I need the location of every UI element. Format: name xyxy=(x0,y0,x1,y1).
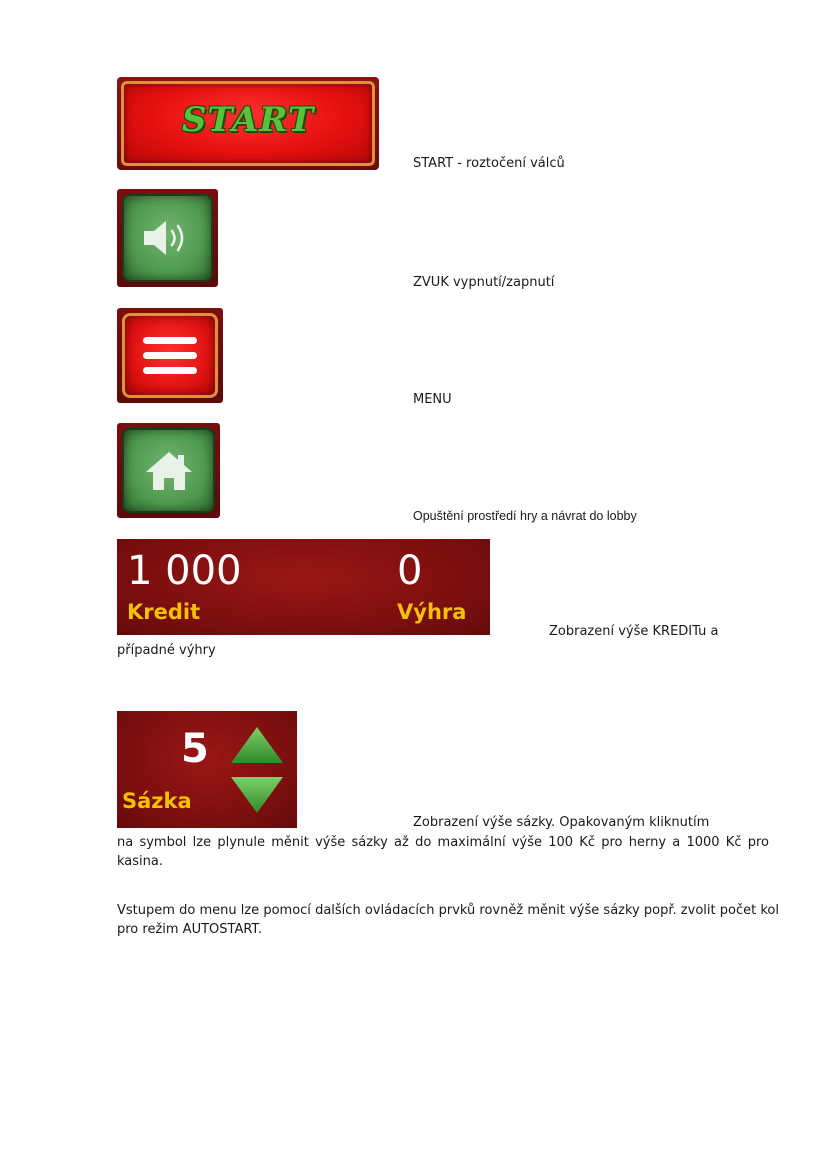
menu-button[interactable] xyxy=(117,308,223,403)
menu-info-paragraph: Vstupem do menu lze pomocí dalších ovládacích prvků rovněž měnit výše sázky popř. zvolit počet kol pro režim AUTOSTART. xyxy=(117,903,779,937)
credit-caption-line1: Zobrazení výše KREDITu a xyxy=(549,624,719,639)
credit-caption-line2: případné výhry xyxy=(117,643,216,658)
sound-button[interactable] xyxy=(117,189,218,287)
hamburger-menu-icon xyxy=(141,333,199,379)
home-icon xyxy=(144,450,194,492)
arrow-up-icon[interactable] xyxy=(229,725,285,765)
bet-caption-line1: Zobrazení výše sázky. Opakovaným kliknutím xyxy=(413,815,710,830)
bet-panel xyxy=(117,711,297,828)
win-value: 0 xyxy=(397,548,423,594)
menu-button-face xyxy=(122,313,218,398)
sound-caption: ZVUK vypnutí/zapnutí xyxy=(413,275,555,290)
home-button-face xyxy=(122,428,215,513)
start-caption: START - roztočení válců xyxy=(413,156,565,171)
home-button[interactable] xyxy=(117,423,220,518)
sound-button-face xyxy=(122,194,213,282)
credit-win-panel xyxy=(117,539,490,635)
start-button-label: START xyxy=(181,99,315,140)
start-button-face xyxy=(121,81,375,166)
bet-value: 5 xyxy=(181,726,209,772)
speaker-icon xyxy=(140,218,196,258)
arrow-down-icon[interactable] xyxy=(229,775,285,815)
start-button[interactable] xyxy=(117,77,379,170)
bet-label: Sázka xyxy=(122,789,192,813)
menu-caption: MENU xyxy=(413,392,452,407)
home-caption: Opuštění prostředí hry a návrat do lobby xyxy=(413,509,637,523)
credit-value: 1 000 xyxy=(127,548,242,594)
credit-label: Kredit xyxy=(127,600,201,624)
win-label: Výhra xyxy=(397,600,467,624)
bet-caption-rest: na symbol lze plynule měnit výše sázky až do maximální výše 100 Kč pro herny a 1000 Kč pro kasina. xyxy=(117,835,769,869)
